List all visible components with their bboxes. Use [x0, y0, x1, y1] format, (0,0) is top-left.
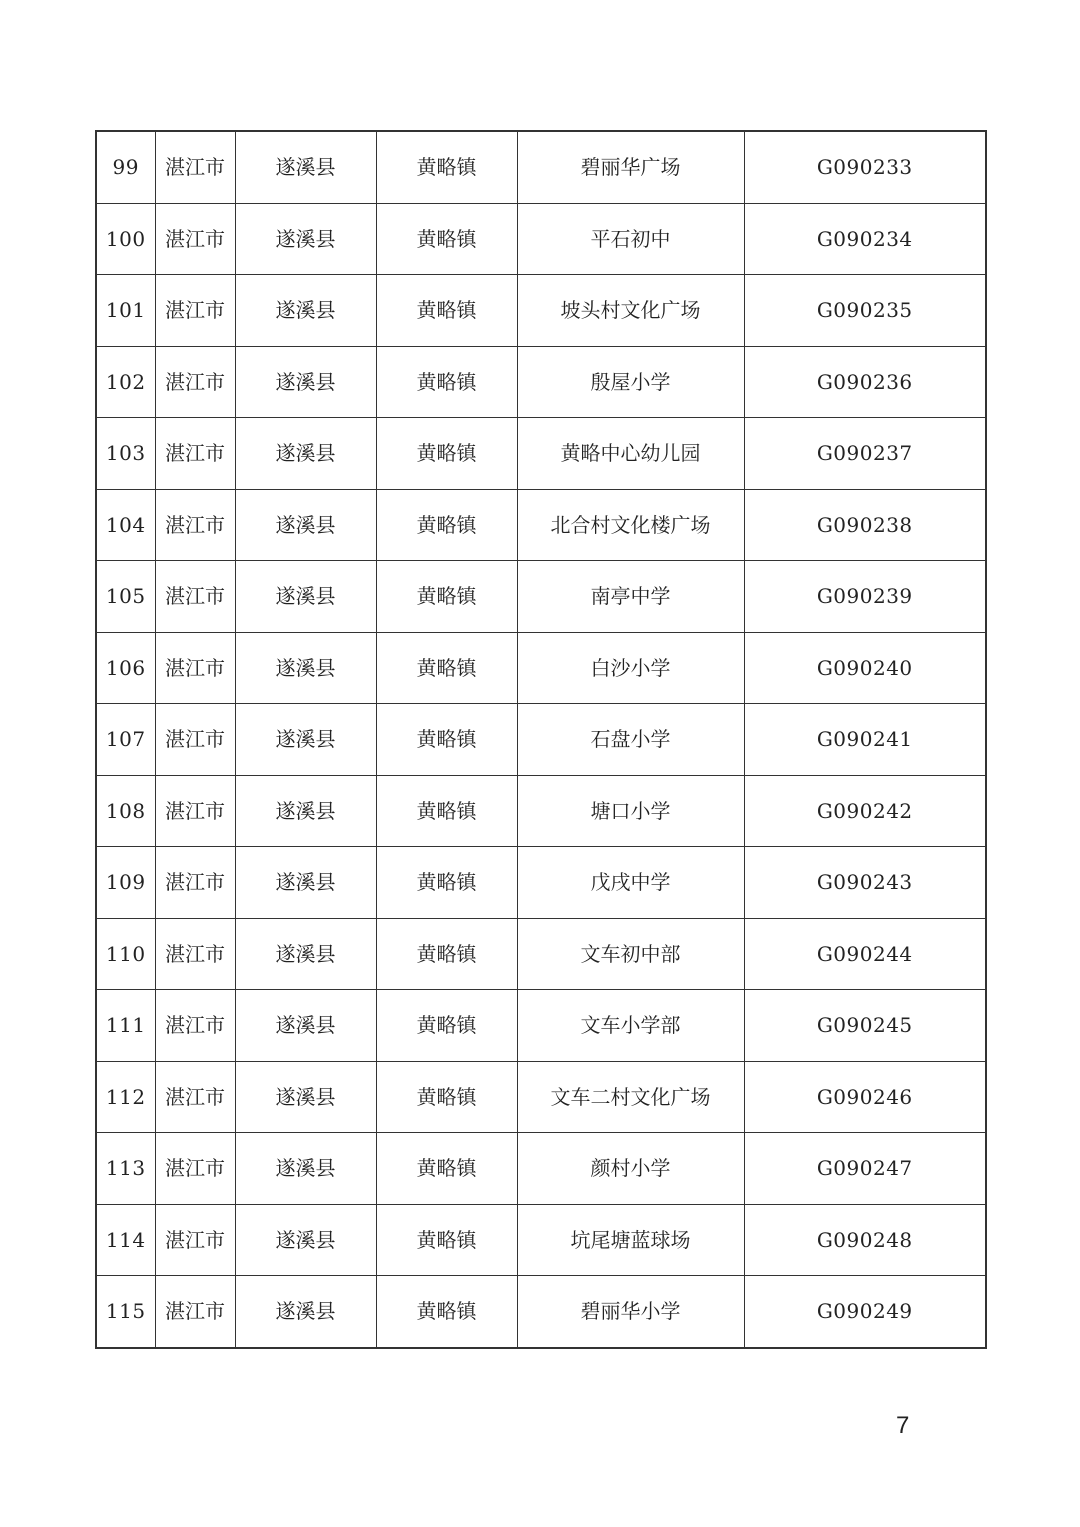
site-cell: 南亭中学 [517, 561, 744, 633]
town-cell: 黄略镇 [376, 1276, 517, 1348]
city-cell: 湛江市 [155, 775, 235, 847]
site-cell: 文车二村文化广场 [517, 1061, 744, 1133]
table-row [96, 1061, 986, 1133]
row-number: 113 [96, 1133, 155, 1205]
row-number: 106 [96, 632, 155, 704]
row-number: 111 [96, 990, 155, 1062]
county-cell: 遂溪县 [235, 1061, 376, 1133]
city-cell: 湛江市 [155, 704, 235, 776]
table-row [96, 632, 986, 704]
city-cell: 湛江市 [155, 418, 235, 490]
town-cell: 黄略镇 [376, 847, 517, 919]
city-cell: 湛江市 [155, 1133, 235, 1205]
row-number: 107 [96, 704, 155, 776]
row-number: 114 [96, 1204, 155, 1276]
code-cell: G090244 [744, 918, 986, 990]
county-cell: 遂溪县 [235, 1133, 376, 1205]
code-cell: G090248 [744, 1204, 986, 1276]
page-number: 7 [896, 1412, 910, 1439]
county-cell: 遂溪县 [235, 346, 376, 418]
site-cell: 殷屋小学 [517, 346, 744, 418]
code-cell: G090240 [744, 632, 986, 704]
city-cell: 湛江市 [155, 632, 235, 704]
table-row [96, 489, 986, 561]
table-row [96, 918, 986, 990]
row-number: 115 [96, 1276, 155, 1348]
city-cell: 湛江市 [155, 1061, 235, 1133]
code-cell: G090239 [744, 561, 986, 633]
city-cell: 湛江市 [155, 918, 235, 990]
town-cell: 黄略镇 [376, 561, 517, 633]
county-cell: 遂溪县 [235, 704, 376, 776]
site-cell: 石盘小学 [517, 704, 744, 776]
city-cell: 湛江市 [155, 847, 235, 919]
table-row [96, 1276, 986, 1348]
table-row [96, 203, 986, 275]
table-row [96, 1204, 986, 1276]
table-row [96, 561, 986, 633]
county-cell: 遂溪县 [235, 1276, 376, 1348]
county-cell: 遂溪县 [235, 131, 376, 203]
town-cell: 黄略镇 [376, 990, 517, 1062]
town-cell: 黄略镇 [376, 1204, 517, 1276]
row-number: 110 [96, 918, 155, 990]
county-cell: 遂溪县 [235, 775, 376, 847]
table-row [96, 131, 986, 203]
site-cell: 文车小学部 [517, 990, 744, 1062]
city-cell: 湛江市 [155, 131, 235, 203]
site-cell: 平石初中 [517, 203, 744, 275]
row-number: 109 [96, 847, 155, 919]
town-cell: 黄略镇 [376, 418, 517, 490]
town-cell: 黄略镇 [376, 918, 517, 990]
code-cell: G090241 [744, 704, 986, 776]
sites-table [95, 130, 987, 1349]
town-cell: 黄略镇 [376, 1061, 517, 1133]
city-cell: 湛江市 [155, 990, 235, 1062]
table-row [96, 418, 986, 490]
county-cell: 遂溪县 [235, 632, 376, 704]
table-row [96, 275, 986, 347]
table-row [96, 1133, 986, 1205]
row-number: 101 [96, 275, 155, 347]
county-cell: 遂溪县 [235, 489, 376, 561]
city-cell: 湛江市 [155, 1276, 235, 1348]
town-cell: 黄略镇 [376, 131, 517, 203]
code-cell: G090237 [744, 418, 986, 490]
town-cell: 黄略镇 [376, 203, 517, 275]
town-cell: 黄略镇 [376, 1133, 517, 1205]
code-cell: G090242 [744, 775, 986, 847]
site-cell: 文车初中部 [517, 918, 744, 990]
row-number: 104 [96, 489, 155, 561]
city-cell: 湛江市 [155, 275, 235, 347]
town-cell: 黄略镇 [376, 346, 517, 418]
site-cell: 坡头村文化广场 [517, 275, 744, 347]
row-number: 100 [96, 203, 155, 275]
site-cell: 北合村文化楼广场 [517, 489, 744, 561]
town-cell: 黄略镇 [376, 489, 517, 561]
county-cell: 遂溪县 [235, 561, 376, 633]
site-cell: 碧丽华小学 [517, 1276, 744, 1348]
code-cell: G090249 [744, 1276, 986, 1348]
county-cell: 遂溪县 [235, 918, 376, 990]
city-cell: 湛江市 [155, 346, 235, 418]
town-cell: 黄略镇 [376, 775, 517, 847]
row-number: 112 [96, 1061, 155, 1133]
county-cell: 遂溪县 [235, 418, 376, 490]
county-cell: 遂溪县 [235, 847, 376, 919]
county-cell: 遂溪县 [235, 1204, 376, 1276]
town-cell: 黄略镇 [376, 704, 517, 776]
county-cell: 遂溪县 [235, 275, 376, 347]
row-number: 103 [96, 418, 155, 490]
site-cell: 白沙小学 [517, 632, 744, 704]
city-cell: 湛江市 [155, 489, 235, 561]
row-number: 99 [96, 131, 155, 203]
code-cell: G090235 [744, 275, 986, 347]
row-number: 108 [96, 775, 155, 847]
code-cell: G090238 [744, 489, 986, 561]
code-cell: G090247 [744, 1133, 986, 1205]
code-cell: G090243 [744, 847, 986, 919]
code-cell: G090233 [744, 131, 986, 203]
site-cell: 塘口小学 [517, 775, 744, 847]
table-row [96, 847, 986, 919]
site-cell: 戊戌中学 [517, 847, 744, 919]
code-cell: G090246 [744, 1061, 986, 1133]
site-cell: 坑尾塘蓝球场 [517, 1204, 744, 1276]
code-cell: G090234 [744, 203, 986, 275]
table-row [96, 346, 986, 418]
site-cell: 黄略中心幼儿园 [517, 418, 744, 490]
site-cell: 颜村小学 [517, 1133, 744, 1205]
code-cell: G090245 [744, 990, 986, 1062]
town-cell: 黄略镇 [376, 632, 517, 704]
table-row [96, 704, 986, 776]
city-cell: 湛江市 [155, 1204, 235, 1276]
county-cell: 遂溪县 [235, 990, 376, 1062]
city-cell: 湛江市 [155, 203, 235, 275]
county-cell: 遂溪县 [235, 203, 376, 275]
row-number: 105 [96, 561, 155, 633]
sites-table-body [96, 131, 986, 1348]
row-number: 102 [96, 346, 155, 418]
table-row [96, 775, 986, 847]
town-cell: 黄略镇 [376, 275, 517, 347]
table-row [96, 990, 986, 1062]
city-cell: 湛江市 [155, 561, 235, 633]
site-cell: 碧丽华广场 [517, 131, 744, 203]
code-cell: G090236 [744, 346, 986, 418]
